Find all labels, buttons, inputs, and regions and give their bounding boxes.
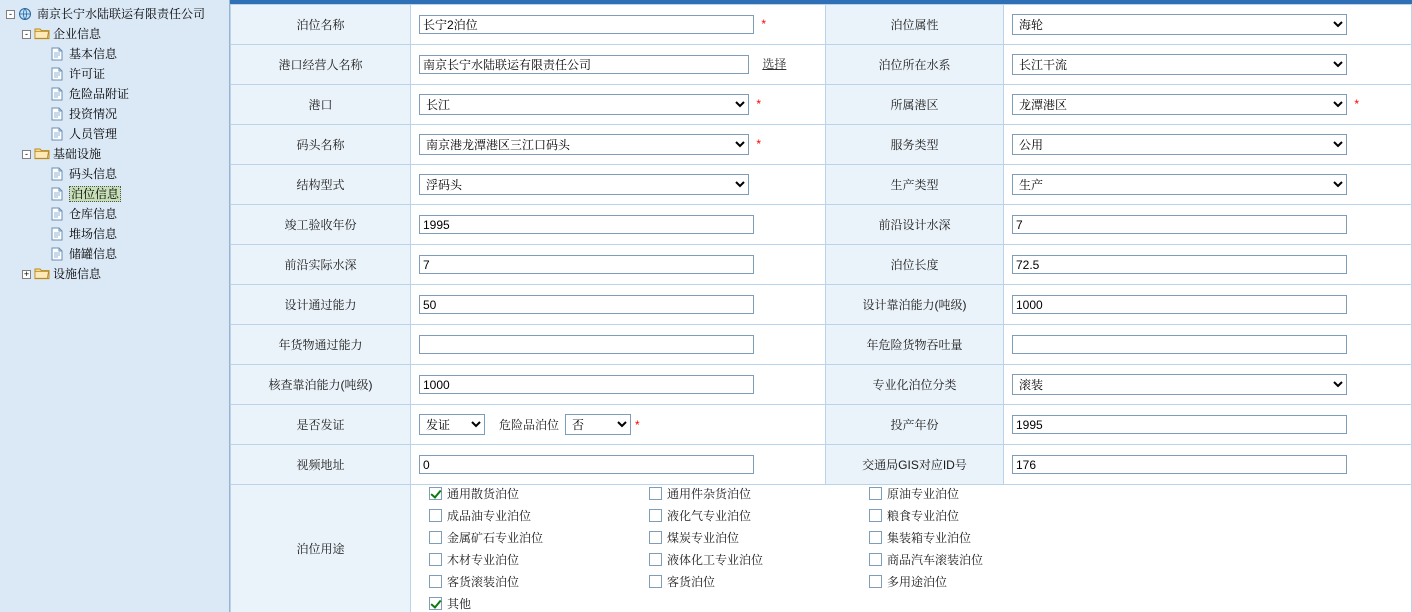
- table-row: [231, 445, 1412, 485]
- table-row: [231, 245, 1412, 285]
- field-design-front-depth: [1004, 205, 1412, 245]
- sidebar-item-label: 许可证: [69, 67, 106, 81]
- label-berth-length: 泊位长度: [826, 245, 1004, 285]
- label-service-type: 服务类型: [826, 125, 1004, 165]
- purpose-checkbox-item[interactable]: [869, 573, 1089, 590]
- label-gis-id: 交通局GIS对应ID号: [826, 445, 1004, 485]
- checkbox-icon[interactable]: [429, 531, 442, 544]
- purpose-checkbox-item[interactable]: [649, 529, 869, 546]
- label-annual-dangerous-throughput: 年危险货物吞吐量: [826, 325, 1004, 365]
- folder-icon: [34, 147, 50, 161]
- field-gis-id: [1004, 445, 1412, 485]
- specialized-class-select[interactable]: [1012, 374, 1347, 395]
- tree-spacer: [38, 170, 47, 179]
- purpose-checkbox-label: 金属矿石专业泊位: [447, 531, 544, 545]
- sidebar-item-label: 企业信息: [53, 27, 102, 41]
- required-marker: *: [1354, 96, 1360, 111]
- purpose-checkbox-label: 其他: [447, 597, 472, 611]
- field-wharf-name: [411, 125, 826, 165]
- sidebar-item-4[interactable]: [2, 84, 229, 104]
- field-actual-front-depth: [411, 245, 826, 285]
- verified-berthing-input[interactable]: [419, 375, 754, 394]
- checkbox-icon[interactable]: [429, 575, 442, 588]
- purpose-checkbox-item[interactable]: [429, 595, 649, 612]
- checkbox-icon[interactable]: [869, 575, 882, 588]
- purpose-checkbox-label: 商品汽车滚装泊位: [887, 553, 984, 567]
- label-is-licensed: 是否发证: [231, 405, 411, 445]
- purpose-checkbox-item[interactable]: [869, 529, 1089, 546]
- is-licensed-select[interactable]: [419, 414, 485, 435]
- sidebar-item-2[interactable]: [2, 44, 229, 64]
- field-completion-year: [411, 205, 826, 245]
- page-icon: [50, 167, 66, 181]
- berth-info-form: [230, 0, 1412, 612]
- sidebar-item-label: 人员管理: [69, 127, 118, 141]
- field-video-address: [411, 445, 826, 485]
- berth-name-input[interactable]: [419, 15, 754, 34]
- sidebar-item-label: 堆场信息: [69, 227, 118, 241]
- wharf-name-select[interactable]: [419, 134, 749, 155]
- table-row: [231, 125, 1412, 165]
- design-throughput-input[interactable]: [419, 295, 754, 314]
- label-berth-purpose: 泊位用途: [231, 485, 411, 612]
- tree-spacer: [38, 70, 47, 79]
- purpose-checkbox-label: 液体化工专业泊位: [667, 553, 764, 567]
- field-specialized-class: [1004, 365, 1412, 405]
- label-berth-attr: 泊位属性: [826, 5, 1004, 45]
- page-icon: [50, 207, 66, 221]
- page-icon: [50, 67, 66, 81]
- field-berth-name: [411, 5, 826, 45]
- required-marker: *: [756, 136, 762, 151]
- sidebar-item-3[interactable]: [2, 64, 229, 84]
- tree-spacer: [38, 90, 47, 99]
- sidebar-item-0[interactable]: [2, 4, 229, 24]
- globe-icon: [18, 7, 34, 21]
- sidebar-item-label: 仓库信息: [69, 207, 118, 221]
- collapse-toggle-icon[interactable]: -: [22, 30, 31, 39]
- field-annual-dangerous-throughput: [1004, 325, 1412, 365]
- field-berth-length: [1004, 245, 1412, 285]
- choose-operator-link[interactable]: 选择: [762, 56, 787, 71]
- purpose-checkbox-item[interactable]: [429, 507, 649, 524]
- sidebar-item-label: 基本信息: [69, 47, 118, 61]
- tree-spacer: [38, 130, 47, 139]
- sidebar-item-label: 南京长宁水陆联运有限责任公司: [37, 7, 206, 21]
- checkbox-icon[interactable]: [429, 509, 442, 522]
- design-front-depth-input[interactable]: [1012, 215, 1347, 234]
- purpose-checkbox-label: 客货泊位: [667, 575, 716, 589]
- purpose-checkbox-label: 多用途泊位: [887, 575, 948, 589]
- label-actual-front-depth: 前沿实际水深: [231, 245, 411, 285]
- sidebar-item-8[interactable]: [2, 164, 229, 184]
- sidebar-item-11[interactable]: [2, 224, 229, 244]
- required-marker: *: [756, 96, 762, 111]
- field-berth-attr: [1004, 5, 1412, 45]
- label-operation-year: 投产年份: [826, 405, 1004, 445]
- purpose-checkbox-item[interactable]: [649, 551, 869, 568]
- page-icon: [50, 47, 66, 61]
- purpose-checkbox-label: 液化气专业泊位: [667, 509, 752, 523]
- table-row: [231, 285, 1412, 325]
- purpose-checkbox-item[interactable]: [869, 507, 1089, 524]
- sidebar-item-13[interactable]: [2, 264, 229, 284]
- purpose-checkbox-item[interactable]: [429, 551, 649, 568]
- completion-year-input[interactable]: [419, 215, 754, 234]
- checkbox-icon[interactable]: [649, 509, 662, 522]
- collapse-toggle-icon[interactable]: -: [6, 10, 15, 19]
- purpose-checkbox-label: 集装箱专业泊位: [887, 531, 972, 545]
- purpose-checkbox-item[interactable]: [869, 485, 1089, 502]
- label-production-type: 生产类型: [826, 165, 1004, 205]
- purpose-checkbox-label: 木材专业泊位: [447, 553, 520, 567]
- sidebar-item-9[interactable]: [2, 184, 229, 204]
- tree-spacer: [38, 110, 47, 119]
- sidebar-item-label: 储罐信息: [69, 247, 118, 261]
- field-water-system: [1004, 45, 1412, 85]
- checkbox-icon[interactable]: [649, 487, 662, 500]
- checkbox-icon[interactable]: [429, 553, 442, 566]
- page-icon: [50, 127, 66, 141]
- page-icon: [50, 247, 66, 261]
- required-marker: *: [635, 417, 640, 432]
- service-type-select[interactable]: [1012, 134, 1347, 155]
- sidebar-item-label: 危险品附证: [69, 87, 130, 101]
- label-dangerous-berth: 危险品泊位: [499, 418, 560, 432]
- sidebar-item-1[interactable]: [2, 24, 229, 44]
- label-wharf-name: 码头名称: [231, 125, 411, 165]
- field-port-area: [1004, 85, 1412, 125]
- folder-icon: [34, 27, 50, 41]
- folder-icon: [34, 267, 50, 281]
- label-port-area: 所属港区: [826, 85, 1004, 125]
- dangerous-berth-select[interactable]: [565, 414, 631, 435]
- label-verified-berthing: 核查靠泊能力(吨级): [231, 365, 411, 405]
- port-select[interactable]: [419, 94, 749, 115]
- purpose-checkbox-item[interactable]: [649, 507, 869, 524]
- field-is-licensed: [411, 405, 826, 445]
- label-operator-name: 港口经营人名称: [231, 45, 411, 85]
- label-completion-year: 竣工验收年份: [231, 205, 411, 245]
- purpose-checkbox-label: 通用散货泊位: [447, 487, 520, 501]
- purpose-checkbox-item[interactable]: [429, 573, 649, 590]
- label-video-address: 视频地址: [231, 445, 411, 485]
- purpose-checkbox-item[interactable]: [649, 573, 869, 590]
- tree-spacer: [38, 50, 47, 59]
- label-specialized-class: 专业化泊位分类: [826, 365, 1004, 405]
- checkbox-icon[interactable]: [649, 531, 662, 544]
- label-design-front-depth: 前沿设计水深: [826, 205, 1004, 245]
- berth-attr-select[interactable]: [1012, 14, 1347, 35]
- purpose-checkbox-label: 原油专业泊位: [887, 487, 960, 501]
- field-structure-type: [411, 165, 826, 205]
- label-water-system: 泊位所在水系: [826, 45, 1004, 85]
- table-row: [231, 165, 1412, 205]
- sidebar-item-10[interactable]: [2, 204, 229, 224]
- table-row: [231, 5, 1412, 45]
- checkbox-icon[interactable]: [869, 531, 882, 544]
- checkbox-icon[interactable]: [869, 509, 882, 522]
- checkbox-icon[interactable]: [649, 553, 662, 566]
- field-design-throughput: [411, 285, 826, 325]
- table-row: [231, 325, 1412, 365]
- sidebar-item-12[interactable]: [2, 244, 229, 264]
- purpose-checkbox-label: 通用件杂货泊位: [667, 487, 752, 501]
- field-production-type: [1004, 165, 1412, 205]
- label-annual-cargo-capacity: 年货物通过能力: [231, 325, 411, 365]
- required-marker: *: [761, 16, 767, 31]
- page-icon: [50, 87, 66, 101]
- annual-dangerous-throughput-input[interactable]: [1012, 335, 1347, 354]
- purpose-checkbox-item[interactable]: [649, 485, 869, 502]
- page-icon: [50, 187, 66, 201]
- field-annual-cargo-capacity: [411, 325, 826, 365]
- field-verified-berthing: [411, 365, 826, 405]
- table-row: [231, 85, 1412, 125]
- field-operator-name: [411, 45, 826, 85]
- field-service-type: [1004, 125, 1412, 165]
- table-row: [231, 45, 1412, 85]
- purpose-checkbox-item[interactable]: [429, 485, 649, 502]
- table-row: [231, 205, 1412, 245]
- purpose-checkbox-label: 粮食专业泊位: [887, 509, 960, 523]
- sidebar-item-label: 基础设施: [53, 147, 102, 161]
- sidebar-item-5[interactable]: [2, 104, 229, 124]
- field-design-berthing: [1004, 285, 1412, 325]
- field-port: [411, 85, 826, 125]
- sidebar-item-6[interactable]: [2, 124, 229, 144]
- structure-type-select[interactable]: [419, 174, 749, 195]
- table-row: [231, 485, 1412, 612]
- checkbox-icon[interactable]: [429, 597, 442, 610]
- annual-cargo-capacity-input[interactable]: [419, 335, 754, 354]
- label-berth-name: 泊位名称: [231, 5, 411, 45]
- label-design-throughput: 设计通过能力: [231, 285, 411, 325]
- video-address-input[interactable]: [419, 455, 754, 474]
- label-design-berthing: 设计靠泊能力(吨级): [826, 285, 1004, 325]
- collapse-toggle-icon[interactable]: -: [22, 150, 31, 159]
- actual-front-depth-input[interactable]: [419, 255, 754, 274]
- expand-toggle-icon[interactable]: +: [23, 268, 30, 279]
- port-area-select[interactable]: [1012, 94, 1347, 115]
- operation-year-input[interactable]: [1012, 415, 1347, 434]
- field-berth-purpose: [411, 485, 1412, 612]
- field-operation-year: [1004, 405, 1412, 445]
- purpose-checkbox-label: 成品油专业泊位: [447, 509, 532, 523]
- purpose-checkbox-item[interactable]: [429, 529, 649, 546]
- page-icon: [50, 107, 66, 121]
- checkbox-icon[interactable]: [869, 553, 882, 566]
- tree-spacer: [38, 230, 47, 239]
- checkbox-icon[interactable]: [649, 575, 662, 588]
- gis-id-input[interactable]: [1012, 455, 1347, 474]
- label-port: 港口: [231, 85, 411, 125]
- table-row: [231, 365, 1412, 405]
- table-row: [231, 405, 1412, 445]
- checkbox-icon[interactable]: [869, 487, 882, 500]
- tree-spacer: [38, 250, 47, 259]
- purpose-checkbox-item[interactable]: [869, 551, 1089, 568]
- navigation-tree[interactable]: [0, 0, 230, 612]
- berth-length-input[interactable]: [1012, 255, 1347, 274]
- operator-name-input[interactable]: [419, 55, 749, 74]
- purpose-checkbox-label: 客货滚装泊位: [447, 575, 520, 589]
- label-structure-type: 结构型式: [231, 165, 411, 205]
- water-system-select[interactable]: [1012, 54, 1347, 75]
- sidebar-item-label: 码头信息: [69, 167, 118, 181]
- sidebar-item-7[interactable]: [2, 144, 229, 164]
- production-type-select[interactable]: [1012, 174, 1347, 195]
- tree-spacer: [38, 190, 47, 199]
- sidebar-item-label: 泊位信息: [71, 187, 120, 201]
- checkbox-icon[interactable]: [429, 487, 442, 500]
- design-berthing-input[interactable]: [1012, 295, 1347, 314]
- sidebar-item-label: 投资情况: [69, 107, 118, 121]
- page-icon: [50, 227, 66, 241]
- sidebar-item-label: 设施信息: [53, 267, 102, 281]
- tree-spacer: [38, 210, 47, 219]
- purpose-checkbox-label: 煤炭专业泊位: [667, 531, 740, 545]
